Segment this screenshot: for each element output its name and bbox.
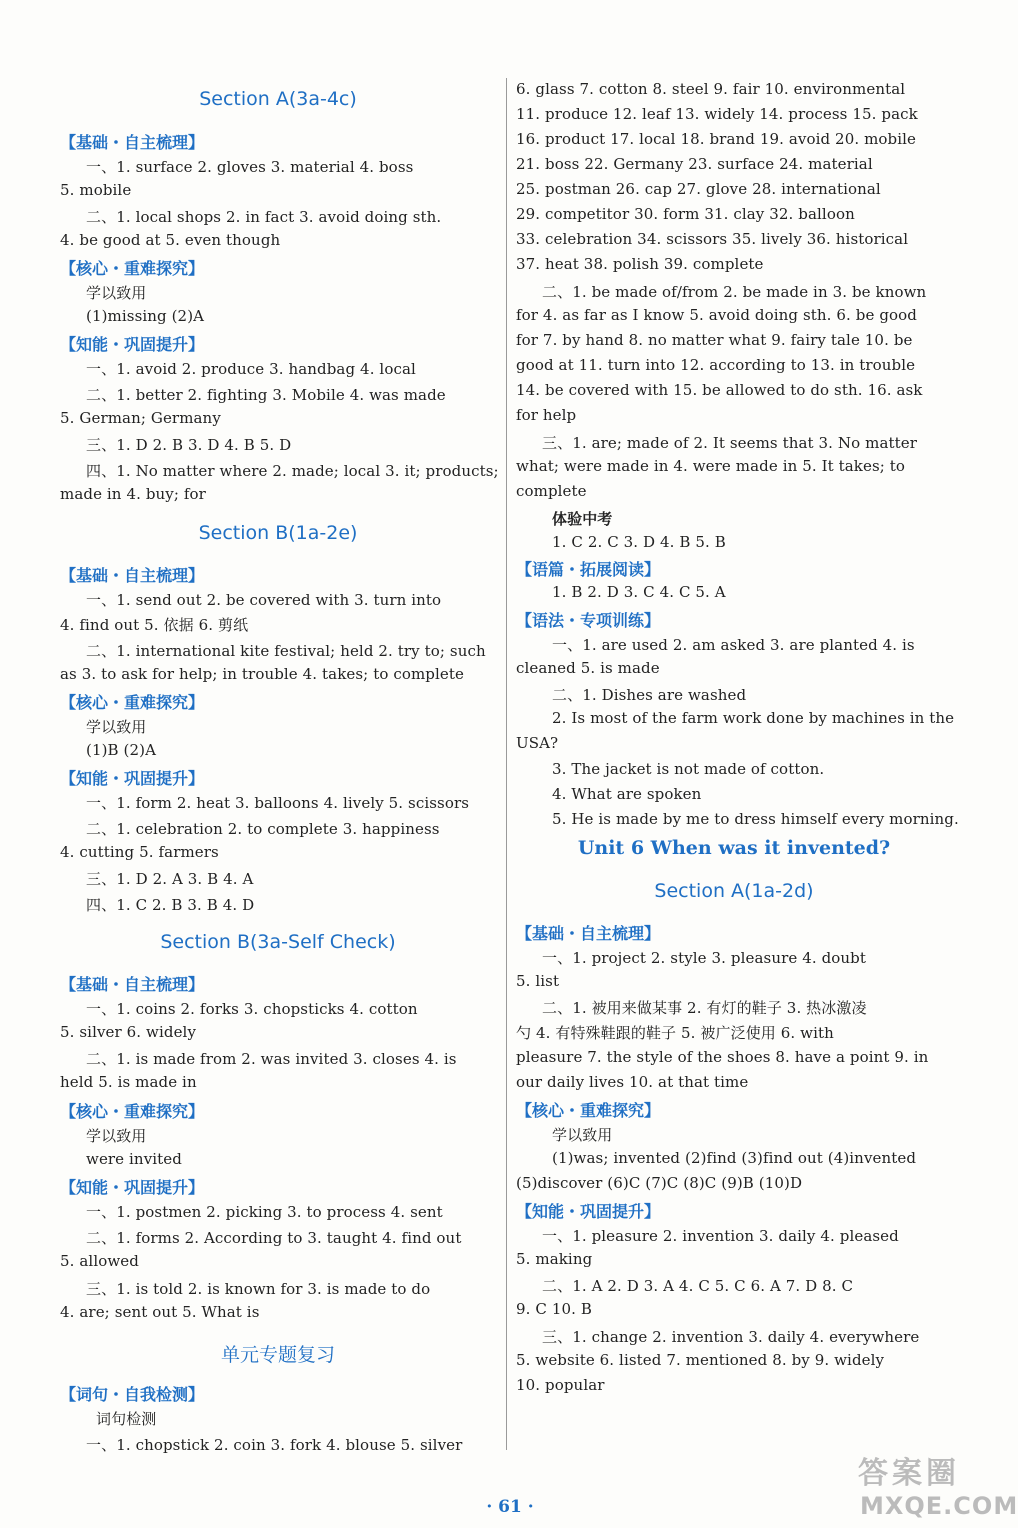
answer-line: (1)B (2)A [86, 741, 157, 759]
answer-line: 一、1. send out 2. be covered with 3. turn into [86, 591, 442, 609]
answer-line: 三、1. is told 2. is known for 3. is made to do [86, 1280, 431, 1298]
answer-line: 4. cutting 5. farmers [60, 843, 219, 861]
answer-line: 6. glass 7. cotton 8. steel 9. fair 10. environmental [516, 80, 906, 98]
sub-heading: 学以致用 [86, 1127, 147, 1145]
answer-line: 5. making [516, 1250, 593, 1268]
watermark-logo [858, 1448, 1018, 1524]
answer-line: 二、1. is made from 2. was invited 3. closes 4. is [86, 1050, 457, 1068]
section-title: Section B(3a-Self Check) [160, 931, 396, 953]
category-header: 【核心・重难探究】 [60, 1102, 205, 1121]
answer-line: were invited [86, 1150, 182, 1168]
answer-line: pleasure 7. the style of the shoes 8. have a point 9. in [516, 1048, 929, 1066]
answer-line: 5. He is made by me to dress himself every morning. [552, 810, 959, 828]
answer-line: 二、1. A 2. D 3. A 4. C 5. C 6. A 7. D 8. C [542, 1277, 854, 1295]
answer-line: 5. list [516, 972, 560, 990]
answer-line: 二、1. better 2. fighting 3. Mobile 4. was made [86, 386, 446, 404]
answer-line: 3. The jacket is not made of cotton. [552, 760, 825, 778]
sub-heading: 词句检测 [96, 1410, 157, 1428]
section-title: Section A(3a-4c) [199, 88, 357, 110]
answer-line: as 3. to ask for help; in trouble 4. takes; to complete [60, 665, 464, 683]
answer-line: 一、1. pleasure 2. invention 3. daily 4. pleased [542, 1227, 899, 1245]
answer-line: 9. C 10. B [516, 1300, 592, 1318]
category-header: 【基础・自主梳理】 [516, 924, 661, 943]
answer-line: 33. celebration 34. scissors 35. lively 36. historical [516, 230, 909, 248]
category-header: 【词句・自我检测】 [60, 1385, 205, 1404]
answer-line: 勺 4. 有特殊鞋跟的鞋子 5. 被广泛使用 6. with [516, 1024, 834, 1042]
section-title: Section B(1a-2e) [198, 522, 358, 544]
answer-line: 一、1. are used 2. am asked 3. are planted 4. is [552, 636, 915, 654]
answer-line: held 5. is made in [60, 1073, 197, 1091]
answer-line: 四、1. No matter where 2. made; local 3. it; products; [86, 462, 499, 480]
answer-line: 二、1. international kite festival; held 2. try to; such [86, 642, 486, 660]
watermark-site: MXQE.COM [860, 1492, 1018, 1520]
answer-line: 11. produce 12. leaf 13. widely 14. process 15. pack [516, 105, 918, 123]
answer-line: 一、1. chopstick 2. coin 3. fork 4. blouse 5. silver [86, 1436, 463, 1454]
category-header: 【知能・巩固提升】 [516, 1202, 661, 1221]
answer-line: 1. C 2. C 3. D 4. B 5. B [552, 533, 726, 551]
answer-line: made in 4. buy; for [60, 485, 206, 503]
answer-line: 37. heat 38. polish 39. complete [516, 255, 764, 273]
column-divider [506, 78, 507, 1450]
answer-line: for 7. by hand 8. no matter what 9. fairy tale 10. be [516, 331, 913, 349]
answer-line: (1)was; invented (2)find (3)find out (4)invented [552, 1149, 917, 1167]
page-number: · 61 · [486, 1497, 534, 1517]
answer-line: our daily lives 10. at that time [516, 1073, 749, 1091]
answer-line: good at 11. turn into 12. according to 13. in trouble [516, 356, 916, 374]
answer-line: 25. postman 26. cap 27. glove 28. international [516, 180, 881, 198]
answer-line: 5. website 6. listed 7. mentioned 8. by 9. widely [516, 1351, 885, 1369]
answer-line: 一、1. avoid 2. produce 3. handbag 4. local [86, 360, 416, 378]
answer-line: 21. boss 22. Germany 23. surface 24. material [516, 155, 873, 173]
answer-line: 4. are; sent out 5. What is [60, 1303, 260, 1321]
answer-line: 一、1. project 2. style 3. pleasure 4. doubt [542, 949, 867, 967]
answer-line: 14. be covered with 15. be allowed to do sth. 16. ask [516, 381, 923, 399]
answer-line: 2. Is most of the farm work done by machines in the [552, 709, 955, 727]
answer-line: 一、1. postmen 2. picking 3. to process 4. sent [86, 1203, 443, 1221]
category-header: 【知能・巩固提升】 [60, 335, 205, 354]
answer-line: for help [516, 406, 577, 424]
sub-heading: 体验中考 [552, 510, 613, 528]
section-title: Section A(1a-2d) [654, 880, 814, 902]
answer-line: what; were made in 4. were made in 5. It takes; to [516, 457, 906, 475]
answer-line: 4. find out 5. 依据 6. 剪纸 [60, 616, 249, 634]
answer-line: 三、1. D 2. B 3. D 4. B 5. D [86, 436, 292, 454]
answer-line: 三、1. are; made of 2. It seems that 3. No matter [542, 434, 917, 452]
answer-line: 4. What are spoken [552, 785, 702, 803]
answer-line: for 4. as far as I know 5. avoid doing sth. 6. be good [516, 306, 918, 324]
answer-line: 二、1. local shops 2. in fact 3. avoid doing sth. [86, 208, 442, 226]
answer-line: 二、1. 被用来做某事 2. 有灯的鞋子 3. 热冰激凌 [542, 999, 867, 1017]
answer-line: 二、1. forms 2. According to 3. taught 4. find out [86, 1229, 462, 1247]
watermark-seal: 答案圈 [858, 1456, 960, 1491]
category-header: 【语篇・拓展阅读】 [516, 560, 661, 579]
answer-line: 10. popular [516, 1376, 605, 1394]
category-header: 【核心・重难探究】 [516, 1101, 661, 1120]
answer-line: 三、1. D 2. A 3. B 4. A [86, 870, 254, 888]
answer-line: complete [516, 482, 587, 500]
answer-line: 29. competitor 30. form 31. clay 32. balloon [516, 205, 855, 223]
answer-line: 5. silver 6. widely [60, 1023, 197, 1041]
answer-line: 一、1. coins 2. forks 3. chopsticks 4. cotton [86, 1000, 418, 1018]
category-header: 【基础・自主梳理】 [60, 975, 205, 994]
unit-title: Unit 6 When was it invented? [577, 837, 891, 859]
sub-heading: 学以致用 [86, 284, 147, 302]
answer-line: 4. be good at 5. even though [60, 231, 281, 249]
category-header: 【基础・自主梳理】 [60, 133, 205, 152]
answer-line: cleaned 5. is made [516, 659, 660, 677]
answer-line: 二、1. be made of/from 2. be made in 3. be known [542, 283, 927, 301]
answer-line: USA? [516, 734, 559, 752]
category-header: 【核心・重难探究】 [60, 259, 205, 278]
answer-line: 一、1. surface 2. gloves 3. material 4. boss [86, 158, 414, 176]
answer-line: 三、1. change 2. invention 3. daily 4. everywhere [542, 1328, 920, 1346]
answer-line: 5. allowed [60, 1252, 139, 1270]
answer-line: 5. mobile [60, 181, 132, 199]
answer-line: (1)missing (2)A [86, 307, 205, 325]
answer-line: 四、1. C 2. B 3. B 4. D [86, 896, 255, 914]
section-title: 单元专题复习 [220, 1344, 335, 1366]
category-header: 【知能・巩固提升】 [60, 1178, 205, 1197]
category-header: 【语法・专项训练】 [516, 611, 661, 630]
answer-line: 一、1. form 2. heat 3. balloons 4. lively 5. scissors [86, 794, 470, 812]
answer-line: 1. B 2. D 3. C 4. C 5. A [552, 583, 726, 601]
answer-line: 16. product 17. local 18. brand 19. avoid 20. mobile [516, 130, 917, 148]
answer-line: 二、1. Dishes are washed [552, 686, 747, 704]
sub-heading: 学以致用 [86, 718, 147, 736]
answer-line: (5)discover (6)C (7)C (8)C (9)B (10)D [516, 1174, 803, 1192]
category-header: 【基础・自主梳理】 [60, 566, 205, 585]
sub-heading: 学以致用 [552, 1126, 613, 1144]
answer-line: 二、1. celebration 2. to complete 3. happiness [86, 820, 440, 838]
answer-line: 5. German; Germany [60, 409, 221, 427]
category-header: 【核心・重难探究】 [60, 693, 205, 712]
category-header: 【知能・巩固提升】 [60, 769, 205, 788]
